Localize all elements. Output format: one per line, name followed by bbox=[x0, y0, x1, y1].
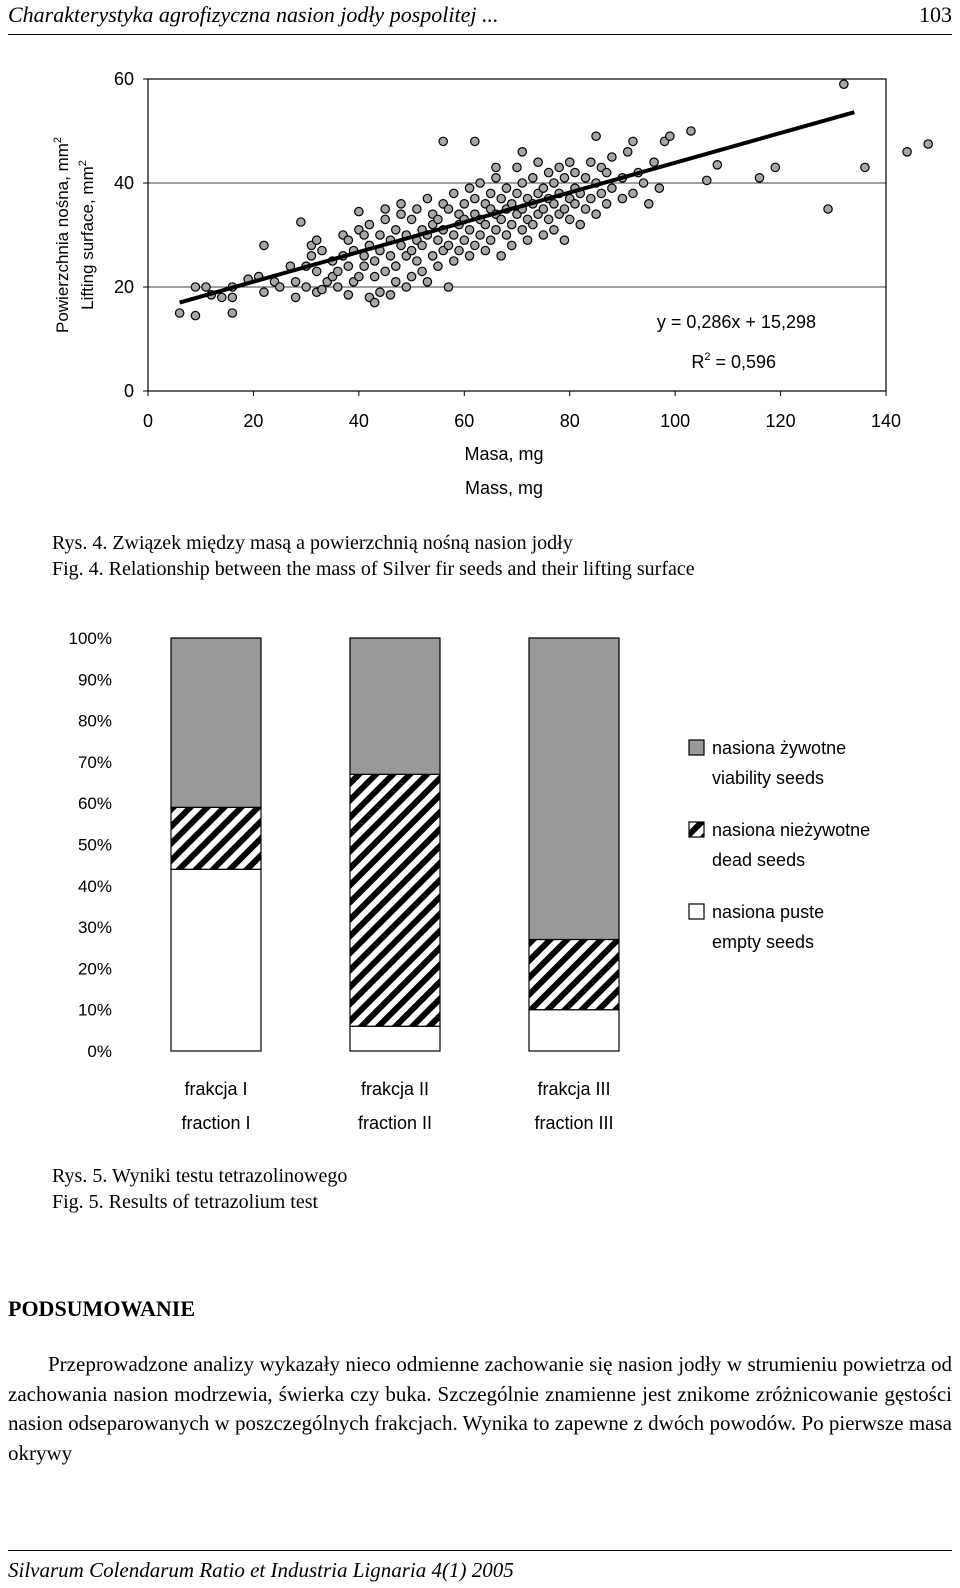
y-tick-label: 20 bbox=[113, 277, 134, 297]
scatter-point bbox=[602, 168, 610, 176]
scatter-point bbox=[465, 252, 473, 260]
scatter-point bbox=[450, 189, 458, 197]
bar-segment bbox=[529, 939, 619, 1009]
scatter-point bbox=[687, 127, 695, 135]
scatter-point bbox=[276, 283, 284, 291]
scatter-point bbox=[602, 200, 610, 208]
scatter-point bbox=[460, 200, 468, 208]
x-tick-label: 100 bbox=[660, 411, 691, 431]
scatter-point bbox=[465, 184, 473, 192]
scatter-point bbox=[402, 283, 410, 291]
scatter-point bbox=[344, 236, 352, 244]
y-axis-label-en: Lifting surface, $mm^2$ bbox=[77, 160, 97, 310]
scatter-point bbox=[450, 257, 458, 265]
scatter-point bbox=[471, 137, 479, 145]
scatter-point bbox=[529, 220, 537, 228]
y-tick-label: 50% bbox=[77, 835, 112, 855]
scatter-point bbox=[355, 207, 363, 215]
scatter-point bbox=[544, 168, 552, 176]
scatter-point bbox=[465, 226, 473, 234]
scatter-point bbox=[555, 163, 563, 171]
scatter-point bbox=[492, 163, 500, 171]
scatter-plot-frame bbox=[148, 79, 886, 391]
scatter-point bbox=[581, 174, 589, 182]
scatter-point bbox=[539, 184, 547, 192]
category-label-en: fraction I bbox=[181, 1113, 251, 1133]
scatter-point bbox=[576, 220, 584, 228]
scatter-point bbox=[334, 267, 342, 275]
y-tick-label: 20% bbox=[77, 959, 112, 979]
scatter-point bbox=[608, 153, 616, 161]
scatter-point bbox=[370, 272, 378, 280]
scatter-point bbox=[291, 278, 299, 286]
scatter-point bbox=[655, 184, 663, 192]
scatter-point bbox=[228, 293, 236, 301]
scatter-point bbox=[360, 262, 368, 270]
scatter-point bbox=[486, 236, 494, 244]
scatter-point bbox=[365, 220, 373, 228]
scatter-point bbox=[703, 176, 711, 184]
summary-text: Przeprowadzone analizy wykazały nieco odmienne zachowanie się nasion jodły w strumieniu powietrza od zachowania nasion modrzewia, świerka czy buka. Szczególnie znamienne jest znikome zróżnicowanie gęstości nasion odseparowanych w poszczególnych frakcjach. Wynika to zapewne z dwóch powodów. Po pierwsze masa okrywy bbox=[8, 1352, 952, 1465]
regression-equation: y = 0,286x + 15,298 bbox=[656, 312, 816, 332]
scatter-point bbox=[608, 184, 616, 192]
bar-segment bbox=[529, 638, 619, 939]
scatter-point bbox=[571, 200, 579, 208]
bar-segment bbox=[350, 1026, 440, 1051]
scatter-point bbox=[307, 252, 315, 260]
scatter-point bbox=[370, 257, 378, 265]
scatter-point bbox=[755, 174, 763, 182]
scatter-point bbox=[560, 236, 568, 244]
scatter-point bbox=[924, 140, 932, 148]
y-tick-label: 80% bbox=[77, 711, 112, 731]
y-tick-label: 0 bbox=[123, 381, 134, 401]
scatter-point bbox=[476, 231, 484, 239]
scatter-point bbox=[312, 267, 320, 275]
scatter-point bbox=[386, 291, 394, 299]
scatter-point bbox=[344, 262, 352, 270]
y-tick-label: 100% bbox=[68, 629, 112, 648]
scatter-point bbox=[381, 215, 389, 223]
bar-segment bbox=[171, 638, 261, 807]
journal-footer: Silvarum Colendarum Ratio et Industria Lignaria 4(1) 2005 bbox=[8, 1558, 514, 1582]
category-label-en: fraction II bbox=[357, 1113, 433, 1133]
scatter-point bbox=[318, 246, 326, 254]
scatter-point bbox=[529, 174, 537, 182]
bar-segment bbox=[171, 807, 261, 869]
scatter-point bbox=[518, 148, 526, 156]
scatter-point bbox=[508, 241, 516, 249]
category-label-en: fraction III bbox=[534, 1113, 614, 1133]
category-label: frakcja III bbox=[537, 1079, 611, 1099]
x-tick-label: 20 bbox=[243, 411, 264, 431]
scatter-point bbox=[566, 158, 574, 166]
scatter-point bbox=[370, 298, 378, 306]
scatter-point bbox=[666, 132, 674, 140]
scatter-point bbox=[260, 288, 268, 296]
scatter-point bbox=[587, 194, 595, 202]
trend-line bbox=[180, 112, 855, 302]
scatter-point bbox=[202, 283, 210, 291]
scatter-point bbox=[618, 194, 626, 202]
scatter-point bbox=[571, 168, 579, 176]
scatter-point bbox=[508, 220, 516, 228]
scatter-point bbox=[471, 194, 479, 202]
figure5-caption-pl: Rys. 5. Wyniki testu tetrazolinowego bbox=[52, 1165, 348, 1187]
scatter-point bbox=[434, 236, 442, 244]
scatter-point bbox=[418, 267, 426, 275]
scatter-point bbox=[629, 189, 637, 197]
scatter-point bbox=[486, 189, 494, 197]
scatter-point bbox=[471, 241, 479, 249]
scatter-point bbox=[397, 200, 405, 208]
category-label: frakcja I bbox=[184, 1079, 248, 1099]
x-tick-label: 120 bbox=[765, 411, 796, 431]
scatter-point bbox=[492, 174, 500, 182]
y-tick-label: 30% bbox=[77, 918, 112, 938]
scatter-point bbox=[460, 236, 468, 244]
scatter-point bbox=[560, 174, 568, 182]
scatter-point bbox=[481, 220, 489, 228]
legend-label-en: dead seeds bbox=[712, 850, 806, 870]
scatter-point bbox=[291, 293, 299, 301]
legend-label-en: empty seeds bbox=[712, 932, 815, 952]
scatter-point bbox=[376, 288, 384, 296]
scatter-point bbox=[824, 205, 832, 213]
scatter-point bbox=[560, 205, 568, 213]
scatter-point bbox=[423, 194, 431, 202]
figure4-caption-pl: Rys. 4. Związek między masą a powierzchnią nośną nasion jodły bbox=[52, 532, 573, 554]
scatter-point bbox=[550, 200, 558, 208]
scatter-point bbox=[544, 215, 552, 223]
scatter-point bbox=[191, 311, 199, 319]
r-squared-label: $R^2 = 0,596$ bbox=[691, 351, 776, 372]
x-axis-label-pl: Masa, mg bbox=[464, 444, 544, 464]
scatter-point bbox=[455, 246, 463, 254]
scatter-point bbox=[407, 246, 415, 254]
scatter-point bbox=[297, 218, 305, 226]
scatter-point bbox=[434, 262, 442, 270]
scatter-point bbox=[624, 148, 632, 156]
y-tick-label: 0% bbox=[87, 1042, 112, 1061]
scatter-point bbox=[386, 252, 394, 260]
scatter-point bbox=[587, 158, 595, 166]
scatter-point bbox=[550, 226, 558, 234]
scatter-point bbox=[218, 293, 226, 301]
scatter-point bbox=[344, 291, 352, 299]
y-axis-label-pl: Powierzchnia nośna, $mm^2$ bbox=[52, 136, 72, 334]
scatter-point bbox=[645, 200, 653, 208]
scatter-point bbox=[334, 283, 342, 291]
category-label: frakcja II bbox=[360, 1079, 430, 1099]
scatter-point bbox=[513, 189, 521, 197]
scatter-point bbox=[360, 231, 368, 239]
scatter-point bbox=[381, 267, 389, 275]
x-tick-label: 40 bbox=[348, 411, 369, 431]
x-tick-label: 60 bbox=[454, 411, 475, 431]
scatter-chart bbox=[0, 0, 960, 510]
scatter-point bbox=[539, 231, 547, 239]
scatter-point bbox=[534, 158, 542, 166]
bar-segment bbox=[350, 638, 440, 774]
scatter-point bbox=[392, 226, 400, 234]
scatter-point bbox=[771, 163, 779, 171]
scatter-point bbox=[428, 252, 436, 260]
scatter-point bbox=[502, 231, 510, 239]
scatter-point bbox=[392, 278, 400, 286]
scatter-point bbox=[903, 148, 911, 156]
scatter-point bbox=[497, 194, 505, 202]
scatter-point bbox=[302, 283, 310, 291]
page-number: 103 bbox=[919, 2, 952, 27]
scatter-point bbox=[418, 241, 426, 249]
scatter-point bbox=[407, 215, 415, 223]
scatter-point bbox=[840, 80, 848, 88]
bar-segment bbox=[350, 774, 440, 1026]
y-tick-label: 90% bbox=[77, 670, 112, 690]
scatter-point bbox=[518, 179, 526, 187]
running-head-title: Charakterystyka agrofizyczna nasion jodły pospolitej ... bbox=[8, 2, 499, 27]
scatter-point bbox=[629, 137, 637, 145]
scatter-point bbox=[650, 158, 658, 166]
scatter-point bbox=[260, 241, 268, 249]
summary-paragraph bbox=[8, 1350, 952, 1468]
legend-label-en: viability seeds bbox=[712, 768, 825, 788]
scatter-point bbox=[492, 226, 500, 234]
scatter-point bbox=[566, 215, 574, 223]
scatter-point bbox=[413, 257, 421, 265]
scatter-point bbox=[228, 309, 236, 317]
scatter-point bbox=[497, 215, 505, 223]
scatter-point bbox=[175, 309, 183, 317]
section-heading: PODSUMOWANIE bbox=[8, 1296, 196, 1321]
x-tick-label: 80 bbox=[559, 411, 580, 431]
x-tick-label: 140 bbox=[870, 411, 902, 431]
scatter-point bbox=[444, 283, 452, 291]
scatter-point bbox=[381, 205, 389, 213]
x-tick-label: 0 bbox=[142, 411, 154, 431]
scatter-point bbox=[502, 184, 510, 192]
scatter-point bbox=[518, 226, 526, 234]
bar-segment bbox=[171, 869, 261, 1051]
scatter-point bbox=[407, 272, 415, 280]
scatter-point bbox=[481, 246, 489, 254]
legend-label: nasiona puste bbox=[712, 902, 825, 922]
x-axis-label-en: Mass, mg bbox=[464, 478, 544, 498]
legend-label: nasiona żywotne bbox=[712, 738, 847, 758]
scatter-point bbox=[581, 205, 589, 213]
scatter-point bbox=[434, 215, 442, 223]
scatter-point bbox=[592, 210, 600, 218]
y-tick-label: 60% bbox=[77, 794, 112, 814]
scatter-point bbox=[523, 236, 531, 244]
scatter-point bbox=[592, 132, 600, 140]
scatter-point bbox=[450, 231, 458, 239]
legend-swatch bbox=[689, 904, 704, 919]
scatter-point bbox=[550, 179, 558, 187]
legend-label: nasiona nieżywotne bbox=[712, 820, 871, 840]
scatter-point bbox=[639, 179, 647, 187]
scatter-point bbox=[376, 231, 384, 239]
scatter-point bbox=[861, 163, 869, 171]
scatter-point bbox=[191, 283, 199, 291]
y-tick-label: 40% bbox=[77, 876, 112, 896]
footer-rule bbox=[8, 1550, 952, 1551]
scatter-point bbox=[513, 163, 521, 171]
scatter-point bbox=[497, 252, 505, 260]
bar-segment bbox=[529, 1010, 619, 1051]
scatter-point bbox=[355, 272, 363, 280]
figure5-caption-en: Fig. 5. Results of tetrazolium test bbox=[52, 1191, 319, 1213]
scatter-point bbox=[444, 205, 452, 213]
scatter-point bbox=[392, 262, 400, 270]
y-tick-label: 10% bbox=[77, 1000, 112, 1020]
scatter-point bbox=[597, 189, 605, 197]
legend-swatch bbox=[689, 740, 704, 755]
stacked-bar-chart bbox=[0, 620, 960, 1140]
scatter-point bbox=[439, 137, 447, 145]
y-tick-label: 40 bbox=[113, 173, 134, 193]
scatter-point bbox=[444, 241, 452, 249]
scatter-point bbox=[539, 205, 547, 213]
scatter-point bbox=[318, 285, 326, 293]
scatter-point bbox=[423, 278, 431, 286]
scatter-point bbox=[713, 161, 721, 169]
legend-swatch bbox=[689, 822, 704, 837]
scatter-point bbox=[413, 205, 421, 213]
scatter-point bbox=[476, 179, 484, 187]
scatter-point bbox=[312, 236, 320, 244]
scatter-point bbox=[397, 210, 405, 218]
y-tick-label: 60 bbox=[113, 69, 134, 89]
y-tick-label: 70% bbox=[77, 752, 112, 772]
figure4-caption-en: Fig. 4. Relationship between the mass of Silver fir seeds and their lifting surface bbox=[52, 558, 695, 580]
